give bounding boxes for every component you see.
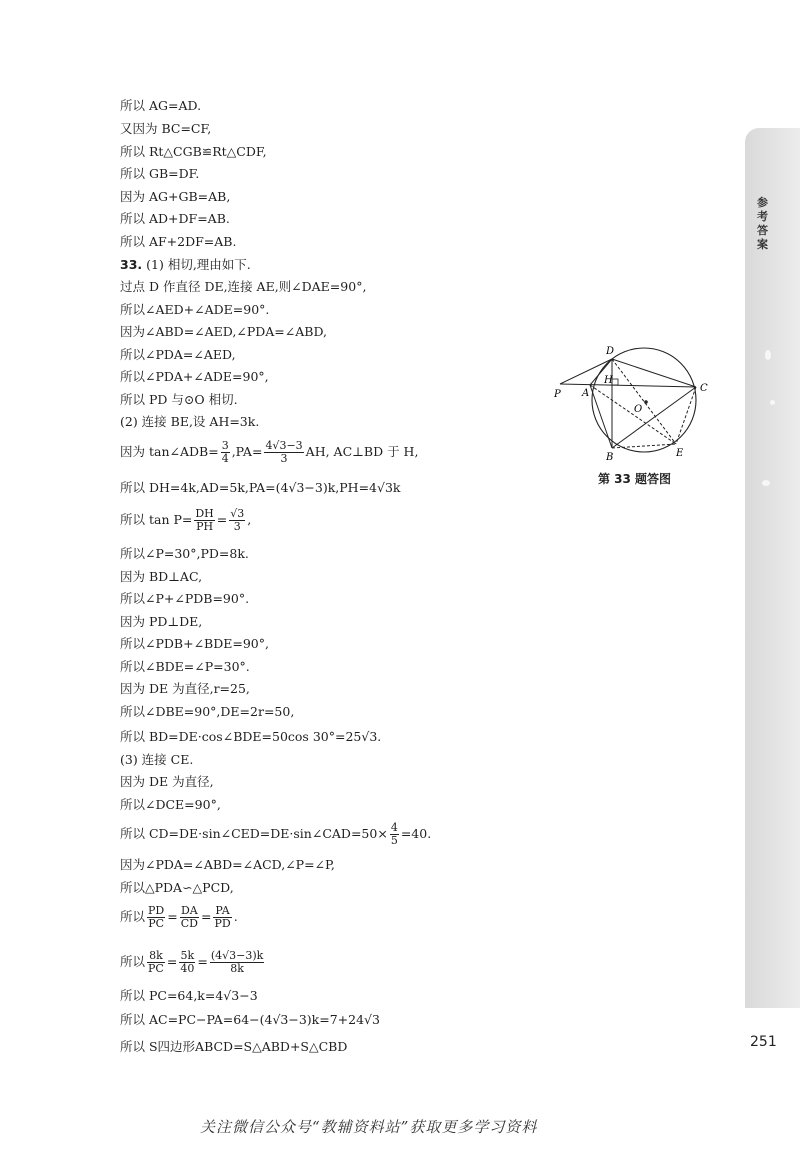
numerator: PD — [148, 904, 165, 917]
side-tab-label: 参考答案 — [757, 196, 768, 251]
segment-ab — [590, 385, 612, 448]
label-b: B — [606, 452, 614, 463]
text-line: 所以∠PDA+∠ADE=90°, — [120, 369, 269, 384]
label-d: D — [606, 346, 615, 357]
numerator: (4√3−3)k — [210, 949, 264, 962]
numerator: √3 — [230, 507, 245, 520]
text-line: 因为 DE 为直径, — [120, 774, 214, 789]
text-segment: 所以 tan P= — [120, 512, 193, 527]
denominator: 4 — [221, 452, 229, 465]
text-line: 因为 PD⊥DE, — [120, 614, 203, 629]
text-segment: 因为 tan∠ADB= — [120, 444, 219, 459]
text-line: 所以∠PDA=∠AED, — [120, 347, 236, 362]
text-segment: 所以 — [120, 909, 146, 924]
question-33-header — [120, 257, 251, 273]
numerator: 3 — [221, 439, 229, 452]
text-line: 所以 PC=64,k=4√3−3 — [120, 988, 258, 1003]
text-segment: , — [247, 512, 252, 527]
geometry-figure — [548, 340, 718, 470]
cd-line — [120, 822, 431, 847]
figure-caption: 第 33 题答图 — [598, 472, 672, 486]
tanp-line — [120, 508, 251, 533]
fraction — [147, 905, 165, 930]
fraction — [210, 950, 264, 975]
fraction — [229, 508, 245, 533]
text-line: 因为∠ABD=∠AED,∠PDA=∠ABD, — [120, 324, 328, 339]
fraction — [213, 905, 231, 930]
segment-bc — [612, 387, 696, 448]
fraction — [179, 950, 195, 975]
segment-ce — [676, 387, 696, 444]
text-line: 所以 AG=AD. — [120, 98, 202, 113]
numerator: PA — [215, 904, 230, 917]
text-line: 所以∠BDE=∠P=30°. — [120, 659, 250, 674]
denominator: 40 — [180, 962, 195, 975]
label-c: C — [700, 383, 708, 394]
text-line: 所以∠AED+∠ADE=90°. — [120, 302, 270, 317]
right-angle-mark — [612, 379, 618, 385]
footer-text: 关注微信公众号“教辅资料站”获取更多学习资料 — [200, 1118, 538, 1136]
denominator: 8k — [230, 962, 244, 975]
text-segment: ,PA= — [231, 444, 263, 459]
tab-decoration — [765, 350, 771, 360]
side-tab — [745, 128, 800, 1008]
text-line: 所以△PDA∽△PCD, — [120, 880, 234, 895]
fraction — [221, 440, 230, 465]
ratio-line: 所以 $\frac{PD}{PC}$ = $\frac{DA}{CD}$ = $\frac{PA}{PD}$ . — [120, 904, 238, 930]
text-segment: AH, AC⊥BD 于 H, — [305, 444, 419, 459]
page-number: 251 — [750, 1034, 777, 1050]
text-line: 所以∠DBE=90°,DE=2r=50, — [120, 704, 295, 719]
fraction — [180, 905, 199, 930]
denominator: 5 — [390, 834, 398, 847]
text-segment: 所以 CD=DE·sin∠CED=DE·sin∠CAD=50× — [120, 826, 388, 841]
text-line: 所以∠P=30°,PD=8k. — [120, 546, 249, 561]
text-line: 因为 DE 为直径,r=25, — [120, 681, 250, 696]
numerator: DA — [180, 904, 198, 917]
denominator: 3 — [233, 520, 241, 533]
numerator: DH — [195, 507, 214, 520]
label-a: A — [582, 388, 590, 399]
text-segment: 所以 — [120, 954, 146, 969]
text-line: 所以∠P+∠PDB=90°. — [120, 591, 250, 606]
fraction — [264, 440, 303, 465]
ratio2-line: 所以 $\frac{8k}{PC}$ = $\frac{5k}{40}$ = $\frac{(4√3-3)k}{8k}$ — [120, 949, 264, 975]
text-line: 因为 BD⊥AC, — [120, 569, 203, 584]
text-line: (3) 连接 CE. — [120, 752, 194, 767]
tab-decoration — [770, 400, 775, 405]
text-line: 所以 GB=DF. — [120, 166, 200, 181]
text-line: 所以∠PDB+∠BDE=90°, — [120, 636, 269, 651]
denominator: PC — [148, 917, 165, 930]
label-h: H — [604, 375, 613, 386]
text-line: 过点 D 作直径 DE,连接 AE,则∠DAE=90°, — [120, 279, 367, 294]
text-line: 所以∠DCE=90°, — [120, 797, 221, 812]
text-line: 所以 AC=PC−PA=64−(4√3−3)k=7+24√3 — [120, 1012, 380, 1027]
text-line: 所以 AD+DF=AB. — [120, 211, 230, 226]
fraction — [147, 950, 165, 975]
center-dot — [644, 400, 648, 404]
numerator: 8k — [147, 950, 165, 963]
text-line: 所以 DH=4k,AD=5k,PA=(4√3−3)k,PH=4√3k — [120, 480, 401, 495]
text-line: (2) 连接 BE,设 AH=3k. — [120, 414, 260, 429]
text-line: 所以 PD 与⊙O 相切. — [120, 392, 238, 407]
denominator: PC — [148, 962, 164, 975]
text-segment: =40. — [400, 826, 432, 841]
fraction — [390, 822, 399, 847]
denominator: PD — [214, 917, 231, 930]
text-line: 因为 AG+GB=AB, — [120, 189, 231, 204]
text-line: 又因为 BC=CF, — [120, 121, 212, 136]
text-line: 所以 S四边形ABCD=S△ABD+S△CBD — [120, 1039, 348, 1054]
denominator: CD — [180, 917, 198, 930]
text-line: 所以 AF+2DF=AB. — [120, 234, 237, 249]
denominator: 3 — [280, 452, 288, 465]
tan-line — [120, 440, 418, 465]
segment-pc — [560, 384, 696, 387]
tab-decoration — [762, 480, 770, 486]
segment-de — [612, 359, 676, 444]
numerator: 4 — [390, 821, 398, 834]
text-line: 所以 BD=DE·cos∠BDE=50cos 30°=25√3. — [120, 729, 382, 744]
label-o: O — [634, 404, 643, 415]
text-segment: . — [233, 909, 238, 924]
numerator: 4√3−3 — [265, 439, 303, 452]
question-number: 33. — [120, 257, 143, 272]
segment-dc — [612, 359, 696, 387]
segment-ae — [590, 385, 676, 444]
text-segment: = — [216, 512, 228, 527]
text-line: 因为∠PDA=∠ABD=∠ACD,∠P=∠P, — [120, 857, 335, 872]
part1-intro: (1) 相切,理由如下. — [146, 257, 251, 272]
text-line: 所以 Rt△CGB≌Rt△CDF, — [120, 144, 267, 159]
numerator: 5k — [180, 949, 195, 962]
label-p: P — [554, 389, 561, 400]
label-e: E — [676, 448, 684, 459]
fraction — [194, 508, 214, 533]
denominator: PH — [196, 520, 214, 533]
